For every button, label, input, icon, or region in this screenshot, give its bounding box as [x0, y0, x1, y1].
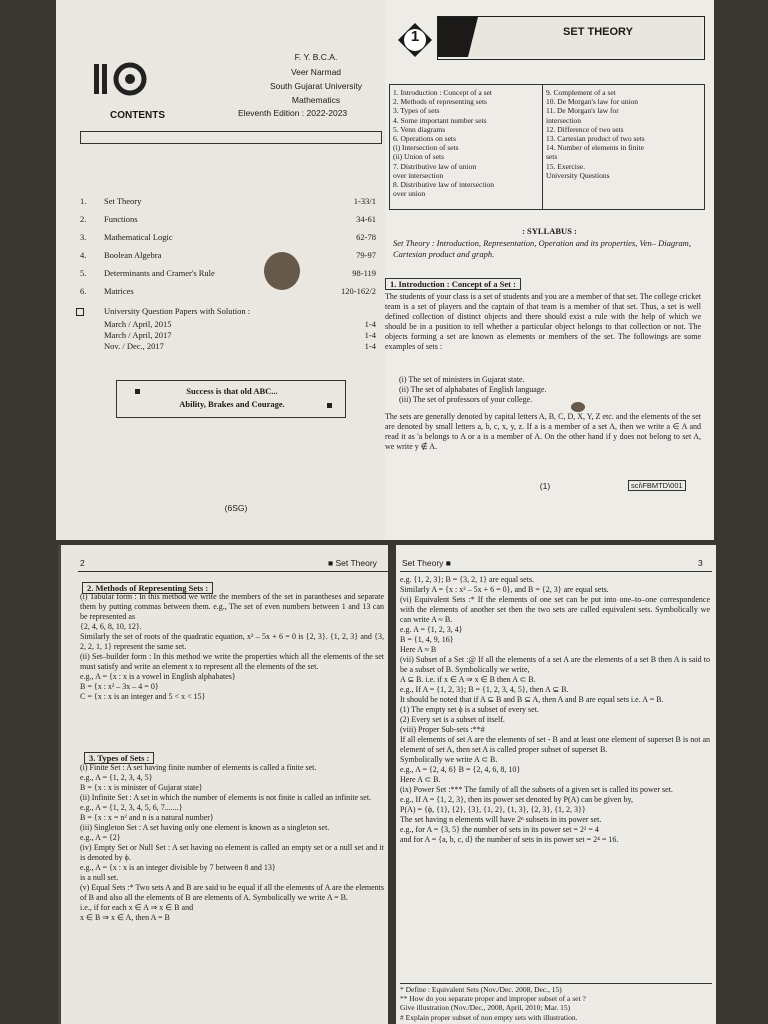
- contents-label: CONTENTS: [110, 110, 165, 121]
- toc-pages: 98-119: [352, 268, 376, 278]
- section-1-heading-box: [385, 274, 565, 292]
- uqp-pages: 1-4: [364, 319, 376, 329]
- bullet-icon: [327, 403, 332, 408]
- section-3-heading: 3. Types of Sets :: [84, 752, 154, 764]
- body-line: e.g. {1, 2, 3}; B = {3, 2, 1} are equal sets.: [400, 575, 535, 584]
- topic-item: 13. Cartesian product of two sets: [546, 134, 645, 144]
- body-line: e.g., for A = {3, 5} the number of sets in its power set = 2² = 4: [400, 825, 599, 834]
- topics-right: [546, 88, 701, 180]
- body-line: The set having n elements will have 2ⁿ subsets in its power set.: [400, 815, 602, 824]
- topic-item: 10. De Morgan's law for union: [546, 97, 639, 107]
- toc-row: [76, 232, 376, 248]
- example-item: (ii) The set of alphabates of English language.: [399, 385, 547, 394]
- body-line: (viii) Proper Sub-sets :**#: [400, 725, 485, 734]
- running-head: ■ Set Theory: [328, 558, 377, 568]
- topic-item: sets: [546, 152, 558, 162]
- toc-title: Set Theory: [104, 196, 142, 206]
- syllabus-text: Set Theory : Introduction, Representation, Operation and its properties, Ven– Diagram, Cartesian product and graph.: [393, 238, 691, 259]
- body-line: i.e., if for each x ∈ A ⇒ x ∈ B and: [80, 903, 194, 912]
- body-line: e.g., A = {x : x is an integer divisible by 7 between 8 and 13}: [80, 863, 276, 872]
- body-line: Symbolically we write A ⊂ B.: [400, 755, 498, 764]
- contents-page: [56, 0, 385, 540]
- page-number: 2: [80, 558, 85, 568]
- body-line: It should be noted that if A ⊆ B and B ⊆ A, then A and B are equal sets i.e. A = B.: [400, 695, 664, 704]
- topic-item: 11. De Morgan's law for: [546, 106, 619, 116]
- chapter-number: 1: [410, 28, 420, 45]
- body-line: e.g., If A = {1, 2, 3}; B = {1, 2, 3, 4, 5}, then A ⊆ B.: [400, 685, 569, 694]
- uqp-label: March / April, 2015: [104, 319, 172, 329]
- body-line: e.g., A = {1, 2, 3, 4, 5}: [80, 773, 153, 782]
- toc-pages: 34-61: [356, 214, 376, 224]
- ink-stain: [264, 252, 300, 290]
- running-head: Set Theory ■: [402, 558, 451, 568]
- section-2-heading: 2. Methods of Representing Sets :: [82, 582, 213, 594]
- body-line: (vi) Equivalent Sets :* If the elements of one set can be put into one–to–one correspondence with the elements of another set then the two sets are called equivalent sets. Symbolically we can write A ≈ B.: [400, 595, 710, 624]
- section-1-heading: 1. Introduction : Concept of a Set :: [385, 278, 521, 290]
- body-line: (iii) Singleton Set : A set having only one element is known as a singleton set.: [80, 823, 330, 832]
- body-line: Similarly A = {x : x² – 5x + 6 = 0}, and B = {2, 3} are equal sets.: [400, 585, 609, 594]
- motto-line-1: Success is that old ABC...: [186, 386, 278, 396]
- toc-row: [76, 250, 376, 266]
- topic-item: 15. Exercise.: [546, 161, 585, 171]
- course-name: F. Y. B.C.A.: [294, 52, 338, 62]
- toc-title: Functions: [104, 214, 138, 224]
- section-3-body: [80, 763, 384, 923]
- body-line: e.g., A = {1, 2, 3, 4, 5, 6, 7.......}: [80, 803, 183, 812]
- page-3: [396, 545, 716, 1024]
- body-line: A ⊆ B. i.e. if x ∈ A ⇒ x ∈ B then A ⊂ B.: [400, 675, 536, 684]
- toc-number: 6.: [80, 286, 87, 296]
- topic-item: 1. Introduction : Concept of a set: [393, 88, 492, 97]
- body-line: (ii) Set–builder form : In this method we write the properties which all the elements of the set must satisfy and write an element x to represent all the elements of the set.: [80, 652, 384, 671]
- subject-name: Mathematics: [291, 95, 341, 105]
- footnote-rule: [400, 983, 712, 984]
- body-line: (v) Equal Sets :* Two sets A and B are said to be equal if all the elements of A are the elements of B and also all the elements of B are elements of A. Symbolically we write A = B.: [80, 883, 384, 902]
- topic-item: 5. Venn diagrams: [393, 124, 446, 134]
- toc-title: Boolean Algebra: [104, 250, 162, 260]
- body-line: (ix) Power Set :*** The family of all the subsets of a given set is called its power set.: [400, 785, 673, 794]
- author-name: Veer Narmad: [290, 67, 342, 77]
- toc-pages: 79-97: [356, 250, 376, 260]
- publisher-logo: [94, 62, 150, 96]
- edition-label: Eleventh Edition : 2022-2023: [238, 108, 348, 118]
- body-line: B = {x : x = n² and n is a natural number}: [80, 813, 214, 822]
- body-line: and for A = {a, b, c, d} the number of sets in its power set = 2⁴ = 16.: [400, 835, 619, 844]
- body-line: is a null set.: [80, 873, 119, 882]
- intro-paragraph: The students of your class is a set of students and you are a member of that set. The college cricket team is a set of players and the captain of that team is a member of that set. Thus, a set is well defined collection of distinct objects and there should exist a rule with the help of which we should be in a position to tell whether a particular object belongs to that collection or not. The objects forming a set are known as elements or members of the set. The followings are some examples of sets :: [385, 292, 701, 351]
- body-line: P(A) = {ϕ, {1}, {2}, {3}, {1, 2}, {1, 3}, {2, 3}, {1, 2, 3}}: [400, 805, 586, 814]
- page-3-body: [400, 575, 710, 845]
- page-code: sci\FBMTD\001: [628, 480, 686, 491]
- body-line: (iv) Empty Set or Null Set : A set having no element is called an empty set or a null set and it is denoted by ϕ.: [80, 843, 384, 862]
- toc-row: [76, 196, 376, 212]
- body-line: (i) Tabular form : In this method we write the members of the set in parantheses and separate them by putting commas between them. e.g., The set of even numbers between 1 and 13 can be represented as: [80, 592, 384, 621]
- body-line: (vii) Subset of a Set :@ If all the elements of a set A are the elements of a set B then A is said to be a subset of B. Symbolically we write,: [400, 655, 710, 674]
- chapter-title: SET THEORY: [563, 26, 633, 38]
- body-line: (1) The empty set ϕ is a subset of every set.: [400, 705, 539, 714]
- topic-item: 4. Some important number sets: [393, 115, 487, 125]
- header-rule: [400, 571, 712, 572]
- topic-item: 12. Difference of two sets: [546, 124, 624, 134]
- capital-paragraph: The sets are generally denoted by capital letters A, B, C, D, X, Y, Z etc. and the elements of the set are denoted by small letters a, b, c, x, y, z. If a is a member of a set A, then we write a ∈ A and read it as 'a belongs to A or a is a member of A. On the other hand if y does not belong to set A, we write y ∉ A.: [385, 412, 701, 451]
- header-rule: [78, 571, 388, 572]
- topic-item: (ii) Union of sets: [393, 152, 445, 162]
- toc-number: 2.: [80, 214, 87, 224]
- topics-left: [393, 88, 541, 198]
- toc-title: Matrices: [104, 286, 134, 296]
- chapter-page: [385, 0, 714, 540]
- topics-divider: [542, 85, 543, 209]
- body-line: B = {1, 4, 9, 16}: [400, 635, 454, 644]
- toc-pages: 1-33/1: [353, 196, 376, 206]
- topic-item: 8. Distributive law of intersection: [393, 180, 495, 190]
- footnote: ** How do you separate proper and improper subset of a set ?: [400, 994, 586, 1004]
- topics-box: [389, 84, 705, 210]
- example-item: (i) The set of ministers in Gujarat state.: [399, 375, 525, 384]
- topic-item: 6. Operations on sets: [393, 134, 456, 144]
- motto-box: [116, 380, 346, 418]
- footnote: * Define : Equivalent Sets (Nov./Dec. 2008, Dec., 15): [400, 985, 562, 994]
- footnotes: [400, 985, 712, 1022]
- uqp-row: [76, 341, 376, 357]
- section-2-body: [80, 592, 384, 702]
- topic-item: 3. Types of sets: [393, 106, 440, 116]
- topic-item: (i) Intersection of sets: [393, 143, 459, 153]
- checkbox-icon: [76, 308, 84, 316]
- chapter-title-box: [437, 16, 705, 60]
- footnote: Give illustration (Nov./Dec., 2008, April, 2010; Mar. 15): [400, 1003, 571, 1013]
- topic-item: 2. Methods of representing sets: [393, 97, 487, 107]
- uqp-label: March / April, 2017: [104, 330, 172, 340]
- toc-number: 5.: [80, 268, 87, 278]
- topic-item: over union: [393, 189, 426, 199]
- topic-item: intersection: [546, 115, 581, 125]
- body-line: B = {x : x² – 3x – 4 = 0}: [80, 682, 159, 691]
- topic-item: University Questions: [546, 170, 610, 180]
- bullet-icon: [135, 389, 140, 394]
- body-line: e.g., A = {2}: [80, 833, 121, 842]
- toc-row: [76, 214, 376, 230]
- toc-number: 3.: [80, 232, 87, 242]
- motto-line-2: Ability, Brakes and Courage.: [179, 399, 285, 409]
- ink-stain: [571, 402, 585, 412]
- body-line: x ∈ B ⇒ x ∈ A, then A = B: [80, 913, 170, 922]
- page-2: [58, 545, 388, 1024]
- uqp-title: University Question Papers with Solution :: [104, 306, 251, 316]
- page-number: (1): [539, 481, 551, 491]
- body-line: Here A ≈ B: [400, 645, 437, 654]
- topic-item: 7. Distributive law of union: [393, 161, 477, 171]
- toc-number: 1.: [80, 196, 87, 206]
- examples-list: [399, 375, 699, 405]
- body-line: C = {x : x is an integer and 5 < x < 15}: [80, 692, 206, 701]
- university-name: South Gujarat University: [269, 81, 363, 91]
- toc-title: Mathematical Logic: [104, 232, 173, 242]
- topic-item: 14. Number of elements in finite: [546, 143, 644, 153]
- body-line: e.g., A = {x : x is a vowel in English alphabates}: [80, 672, 236, 681]
- topic-item: 9. Complement of a set: [546, 88, 616, 97]
- syllabus-heading: : SYLLABUS :: [522, 226, 577, 236]
- toc-pages: 120-162/2: [341, 286, 376, 296]
- body-line: e.g., If A = {1, 2, 3}, then its power set denoted by P(A) can be given by,: [400, 795, 633, 804]
- body-line: Here A ⊂ B.: [400, 775, 441, 784]
- topic-item: over intersection: [393, 170, 444, 180]
- body-line: B = {x : x is minister of Gujarat state}: [80, 783, 203, 792]
- toc-title: Determinants and Cramer's Rule: [104, 268, 215, 278]
- toc-number: 4.: [80, 250, 87, 260]
- footnote: # Explain proper subset of non empty sets with illustration.: [400, 1012, 578, 1022]
- body-line: Similarly the set of roots of the quadratic equation, x² – 5x + 6 = 0 is {2, 3}. {1, 2, 3} and {3, 2, 2, 1, 1} represent the same set.: [80, 632, 384, 651]
- body-line: (i) Finite Set : A set having finite number of elements is called a finite set.: [80, 763, 317, 772]
- uqp-label: Nov. / Dec., 2017: [104, 341, 164, 351]
- toc-pages: 62-78: [356, 232, 376, 242]
- body-line: (2) Every set is a subset of itself.: [400, 715, 505, 724]
- uqp-pages: 1-4: [364, 341, 376, 351]
- page-edge: [58, 545, 61, 1024]
- toc-row: [76, 268, 376, 284]
- page-number: 3: [698, 558, 703, 568]
- example-item: (iii) The set of professors of your college.: [399, 395, 533, 404]
- body-line: (ii) Infinite Set : A set in which the number of elements is not finite is called an infinite set.: [80, 793, 372, 802]
- toc-row: [76, 286, 376, 302]
- body-line: If all elements of set A are the elements of set - B and at least one element of superset B is not an element of set A, then set A is called proper subset of superset B.: [400, 735, 710, 754]
- uqp-pages: 1-4: [364, 330, 376, 340]
- body-line: e.g. A = {1, 2, 3, 4}: [400, 625, 463, 634]
- body-line: {2, 4, 6, 8, 10, 12}.: [80, 622, 142, 631]
- body-line: e.g., A = {2, 4, 6} B = {2, 4, 6, 8, 10}: [400, 765, 521, 774]
- contents-rule-box: [80, 131, 382, 144]
- footer-code: (6SG): [224, 503, 248, 513]
